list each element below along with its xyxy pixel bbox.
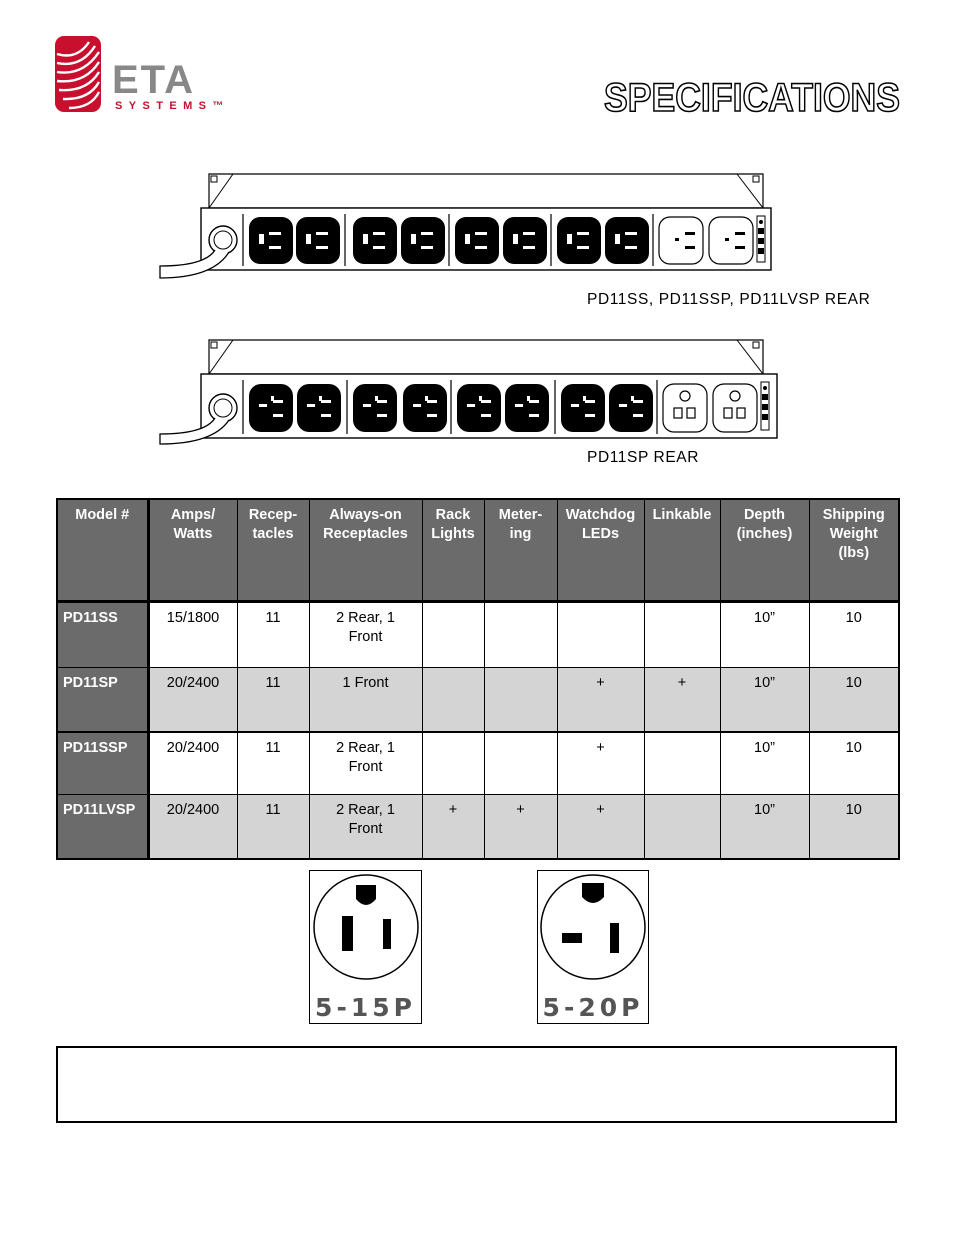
logo-subtitle: SYSTEMS™ bbox=[115, 100, 230, 112]
power-strip-rear-5-20-image bbox=[155, 336, 785, 446]
header-amps-watts-label: Amps/ Watts bbox=[170, 507, 216, 542]
header-watchdog bbox=[557, 499, 644, 602]
cell-watchdog: + bbox=[557, 795, 644, 860]
header-weight bbox=[809, 499, 899, 602]
header-receptacles-label: Recep- tacles bbox=[248, 507, 298, 542]
cell-watchdog: + bbox=[557, 668, 644, 733]
cell-receptacles: 11 bbox=[237, 732, 309, 795]
table-row bbox=[57, 668, 899, 733]
cell-watchdog: + bbox=[557, 732, 644, 795]
header-weight-label: Shipping Weight (lbs) bbox=[822, 507, 885, 561]
cell-receptacles: 11 bbox=[237, 602, 309, 668]
header-watchdog-label: Watchdog LEDs bbox=[565, 507, 636, 542]
cell-linkable bbox=[644, 732, 720, 795]
page-heading-text: SPECIFICATIONS bbox=[604, 76, 900, 118]
cell-depth: 10” bbox=[720, 602, 809, 668]
table-row bbox=[57, 602, 899, 668]
cell-always-on: 2 Rear, 1 Front bbox=[309, 795, 422, 860]
header-receptacles bbox=[237, 499, 309, 602]
plug-5-20-label: 5-20P bbox=[542, 993, 644, 1022]
cell-amps-watts: 20/2400 bbox=[148, 795, 237, 860]
plug-5-15-label: 5-15P bbox=[315, 993, 416, 1022]
header-metering bbox=[484, 499, 557, 602]
header-rack-lights bbox=[422, 499, 484, 602]
cell-weight: 10 bbox=[809, 795, 899, 860]
cell-metering bbox=[484, 602, 557, 668]
cell-metering bbox=[484, 668, 557, 733]
cell-linkable bbox=[644, 602, 720, 668]
cell-model: PD11LVSP bbox=[57, 795, 148, 860]
header-amps-watts bbox=[148, 499, 237, 602]
table-row bbox=[57, 732, 899, 795]
spec-table bbox=[56, 498, 900, 860]
cell-weight: 10 bbox=[809, 732, 899, 795]
nema-5-15-receptacle-icon bbox=[310, 871, 421, 997]
cell-amps-watts: 15/1800 bbox=[148, 602, 237, 668]
cell-weight: 10 bbox=[809, 602, 899, 668]
table-row bbox=[57, 795, 899, 860]
header-linkable-label: Linkable bbox=[652, 507, 712, 523]
header-rack-lights-label: Rack Lights bbox=[431, 507, 475, 542]
eta-swoosh-logo-icon bbox=[55, 36, 101, 112]
notes-box bbox=[56, 1046, 897, 1123]
cell-depth: 10” bbox=[720, 795, 809, 860]
cell-rack-lights bbox=[422, 732, 484, 795]
eta-systems-logo bbox=[55, 36, 230, 112]
cell-metering bbox=[484, 732, 557, 795]
header-depth bbox=[720, 499, 809, 602]
cell-depth: 10” bbox=[720, 732, 809, 795]
product-caption-2: PD11SP REAR bbox=[587, 449, 699, 466]
cell-rack-lights bbox=[422, 602, 484, 668]
cell-weight: 10 bbox=[809, 668, 899, 733]
cell-depth: 10” bbox=[720, 668, 809, 733]
header-model bbox=[57, 499, 148, 602]
cell-rack-lights bbox=[422, 668, 484, 733]
cell-always-on: 2 Rear, 1 Front bbox=[309, 732, 422, 795]
cell-always-on: 1 Front bbox=[309, 668, 422, 733]
plug-5-15 bbox=[309, 870, 422, 1024]
header-depth-label: Depth (inches) bbox=[736, 507, 793, 542]
cell-rack-lights: + bbox=[422, 795, 484, 860]
cell-always-on: 2 Rear, 1 Front bbox=[309, 602, 422, 668]
cell-linkable bbox=[644, 795, 720, 860]
cell-receptacles: 11 bbox=[237, 795, 309, 860]
cell-metering: + bbox=[484, 795, 557, 860]
page-heading bbox=[600, 74, 905, 118]
plug-5-20 bbox=[537, 870, 649, 1024]
cell-linkable: + bbox=[644, 668, 720, 733]
cell-model: PD11SSP bbox=[57, 732, 148, 795]
logo-wordmark: ETA bbox=[112, 58, 196, 102]
header-always-on bbox=[309, 499, 422, 602]
header-metering-label: Meter- ing bbox=[498, 507, 543, 542]
power-strip-rear-5-15-image bbox=[155, 170, 785, 280]
spec-table-header-row bbox=[57, 499, 899, 602]
product-caption-1: PD11SS, PD11SSP, PD11LVSP REAR bbox=[587, 291, 871, 308]
cell-receptacles: 11 bbox=[237, 668, 309, 733]
cell-model: PD11SP bbox=[57, 668, 148, 733]
cell-model: PD11SS bbox=[57, 602, 148, 668]
cell-watchdog bbox=[557, 602, 644, 668]
header-always-on-label: Always-on Receptacles bbox=[323, 507, 408, 542]
nema-5-20-receptacle-icon bbox=[538, 871, 648, 997]
header-linkable bbox=[644, 499, 720, 602]
header-model-label: Model # bbox=[75, 507, 130, 523]
cell-amps-watts: 20/2400 bbox=[148, 668, 237, 733]
cell-amps-watts: 20/2400 bbox=[148, 732, 237, 795]
